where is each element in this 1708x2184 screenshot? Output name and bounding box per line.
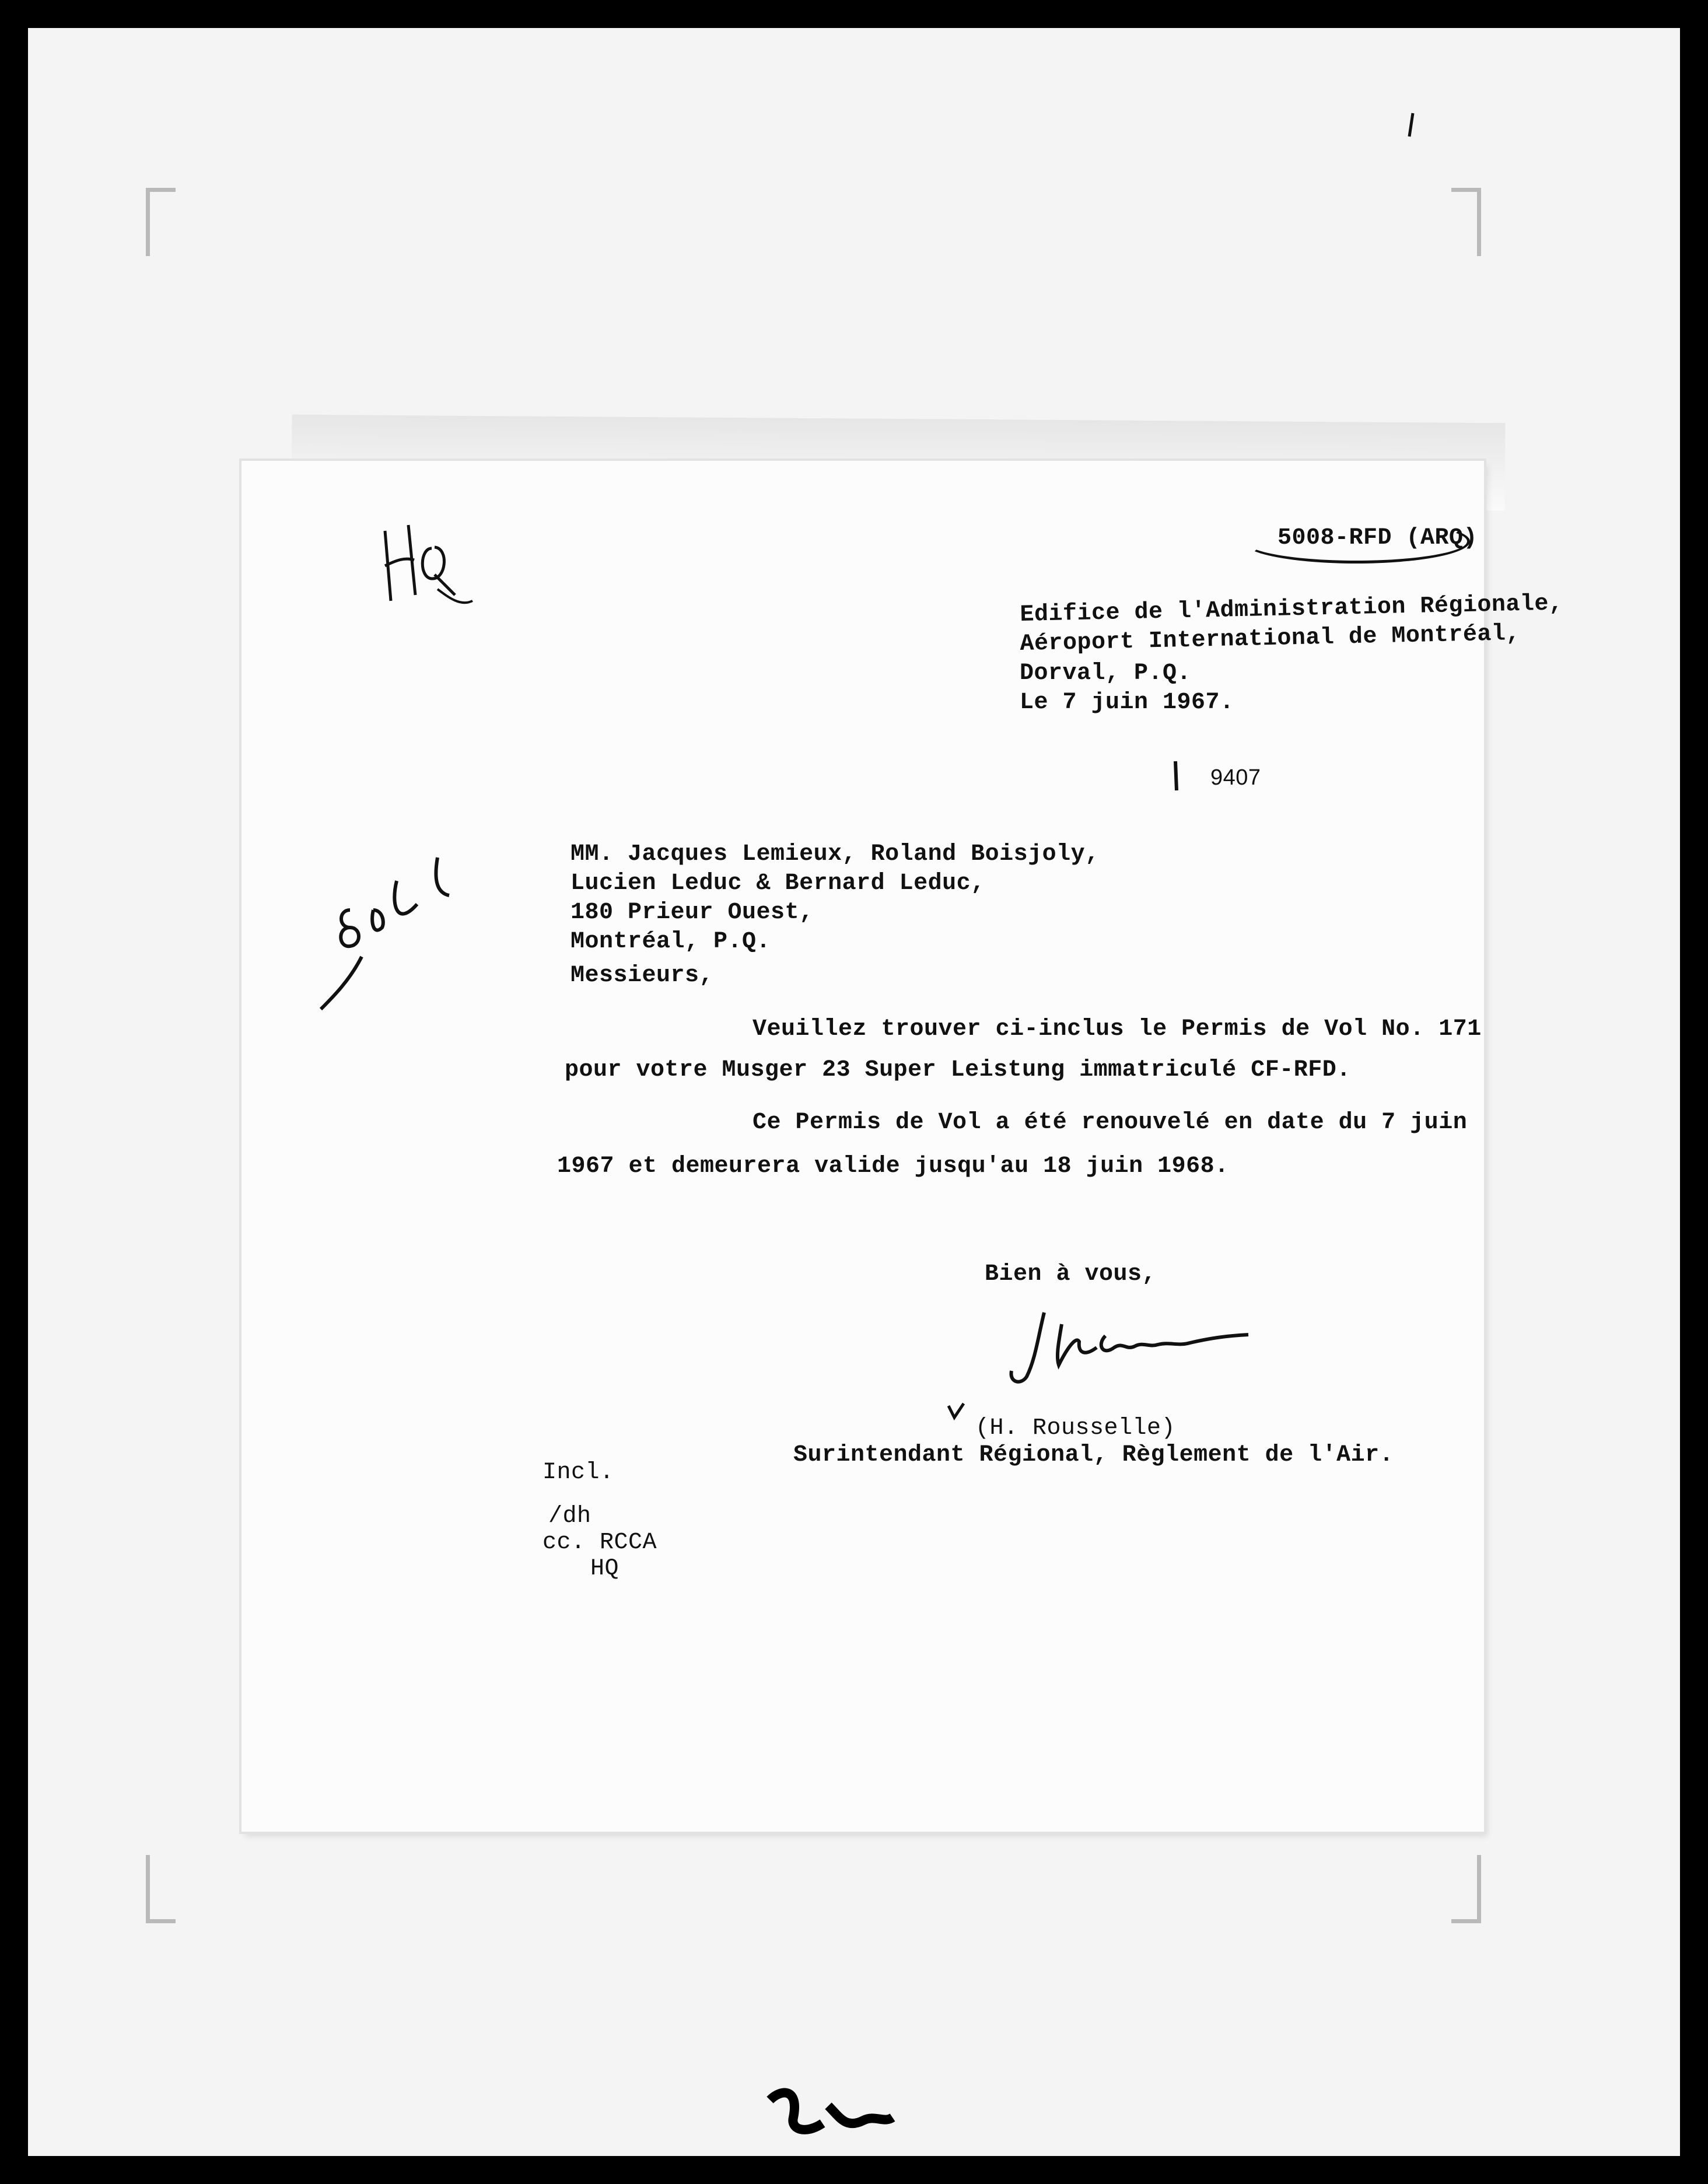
enclosure-note: Incl. [542, 1460, 614, 1486]
body-line-2: pour votre Musger 23 Super Leistung immatriculé CF-RFD. [565, 1057, 1351, 1083]
recipient-line-2: Lucien Leduc & Bernard Leduc, [570, 870, 985, 897]
handwritten-hq-mark [373, 513, 478, 618]
salutation: Messieurs, [570, 963, 714, 989]
registration-mark-bottom-right [1451, 1855, 1481, 1923]
handwritten-margin-note [315, 840, 455, 1015]
bottom-handwritten-mark [758, 2065, 898, 2158]
recipient-line-3: 180 Prieur Ouest, [570, 900, 814, 926]
signature [1003, 1301, 1260, 1394]
cc-line-2: HQ [590, 1556, 620, 1582]
closing: Bien à vous, [985, 1261, 1157, 1287]
address-line-2: Aéroport International de Montréal, [1020, 621, 1521, 657]
recipient-line-4: Montréal, P.Q. [570, 929, 771, 955]
check-mark [945, 1400, 968, 1423]
registration-mark-top-right [1451, 188, 1481, 256]
signatory-name: (H. Rousselle) [975, 1415, 1176, 1441]
address-line-3: Dorval, P.Q. [1020, 660, 1192, 687]
cc-line-1: cc. RCCA [542, 1530, 657, 1556]
corner-tick-mark [1406, 111, 1418, 140]
letter-sheet [242, 461, 1484, 1832]
body-line-1: Veuillez trouver ci-inclus le Permis de Vol No. 171 [752, 1016, 1482, 1042]
stamp-number: 9407 [1210, 765, 1261, 790]
typist-initials: /dh [548, 1503, 592, 1530]
body-line-4: 1967 et demeurera valide jusqu'au 18 juin 1968. [557, 1153, 1229, 1180]
signatory-title: Surintendant Régional, Règlement de l'Air. [793, 1442, 1394, 1468]
reference-number: 5008-RFD (ARQ) [1278, 525, 1478, 551]
stamp-tick [1170, 758, 1187, 793]
recipient-line-1: MM. Jacques Lemieux, Roland Boisjoly, [570, 841, 1100, 867]
letter-date: Le 7 juin 1967. [1020, 690, 1234, 716]
body-line-3: Ce Permis de Vol a été renouvelé en date du 7 juin [752, 1110, 1468, 1136]
registration-mark-bottom-left [146, 1855, 176, 1923]
address-line-1: Edifice de l'Administration Régionale, [1020, 590, 1563, 628]
registration-mark-top-left [146, 188, 176, 256]
